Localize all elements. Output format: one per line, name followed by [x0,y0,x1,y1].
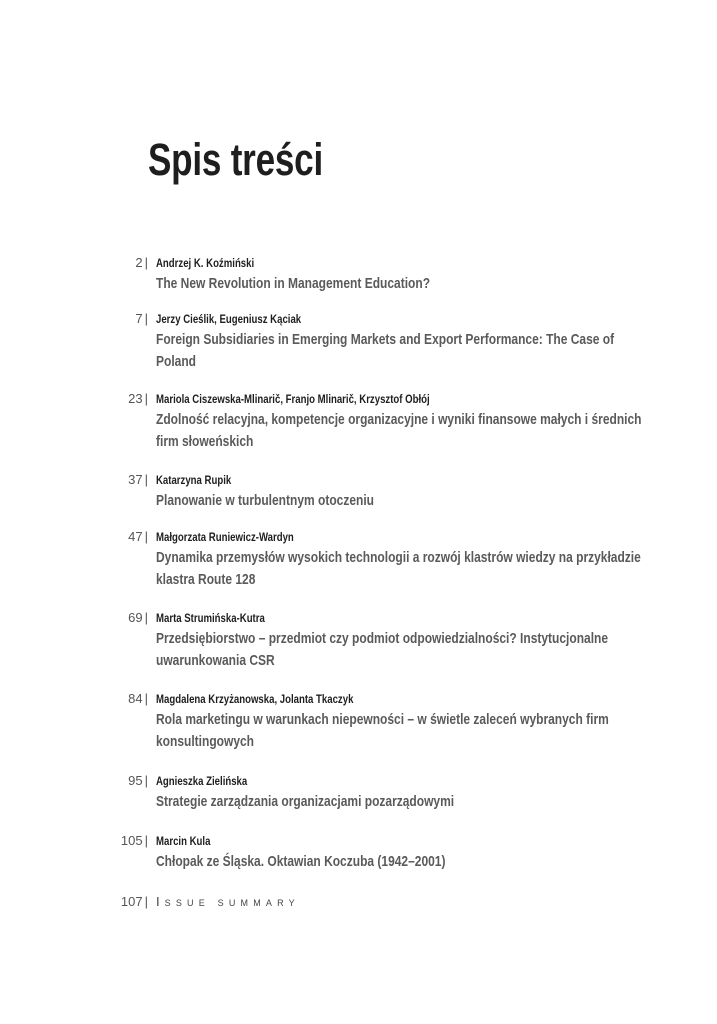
page-number: 23 | [128,391,148,406]
page-title: Spis treści [148,134,323,185]
entry-title: Przedsiębiorstwo – przedmiot czy podmiot odpowiedzialności? Instytucjonalne uwarunkowania CSR [156,630,609,669]
separator: | [144,311,148,326]
entry-authors: Magdalena Krzyżanowska, Jolanta Tkaczyk [156,692,354,706]
separator: | [144,472,148,487]
separator: | [144,529,148,544]
entry-title: Rola marketingu w warunkach niepewności – w świetle zaleceń wybranych firm konsultingowych [156,711,609,750]
entry-title: Strategie zarządzania organizacjami pozarządowymi [156,793,455,810]
page-number: 7 | [135,311,148,326]
entry-authors: Jerzy Cieślik, Eugeniusz Kąciak [156,312,302,326]
entry-title: Dynamika przemysłów wysokich technologii a rozwój klastrów wiedzy na przykładzie klastra Route 128 [156,549,641,588]
page-number: 95 | [128,773,148,788]
entry-authors: Małgorzata Runiewicz-Wardyn [156,530,294,544]
summary-initial: I [156,894,165,909]
page-number: 105 | [120,833,148,848]
page-number: 107 | [120,894,148,909]
issue-summary-label [156,894,300,911]
separator: | [144,610,148,625]
entry-title: Foreign Subsidiaries in Emerging Markets and Export Performance: The Case of Poland [156,331,615,370]
entry-authors: Andrzej K. Koźmiński [156,256,255,270]
separator: | [144,833,148,848]
entry-authors: Marcin Kula [156,834,211,848]
entry-title: Chłopak ze Śląska. Oktawian Koczuba (1942–2001) [156,853,446,870]
entry-authors: Mariola Ciszewska-Mlinarič, Franjo Mlinarič, Krzysztof Obłój [156,392,430,406]
separator: | [144,894,148,909]
separator: | [144,391,148,406]
entry-authors: Katarzyna Rupik [156,473,232,487]
separator: | [144,773,148,788]
page-number: 84 | [128,691,148,706]
entry-title: The New Revolution in Management Education? [156,275,431,292]
separator: | [144,691,148,706]
entry-authors: Marta Strumińska-Kutra [156,611,265,625]
entry-title: Zdolność relacyjna, kompetencje organizacyjne i wyniki finansowe małych i średnich firm słoweńskich [156,411,642,450]
summary-rest: SSUE SUMMARY [164,898,300,908]
page-number: 69 | [128,610,148,625]
entry-title: Planowanie w turbulentnym otoczeniu [156,492,375,509]
page-number: 37 | [128,472,148,487]
page-number: 2 | [135,255,148,270]
entry-authors: Agnieszka Zielińska [156,774,248,788]
page-number: 47 | [128,529,148,544]
separator: | [144,255,148,270]
